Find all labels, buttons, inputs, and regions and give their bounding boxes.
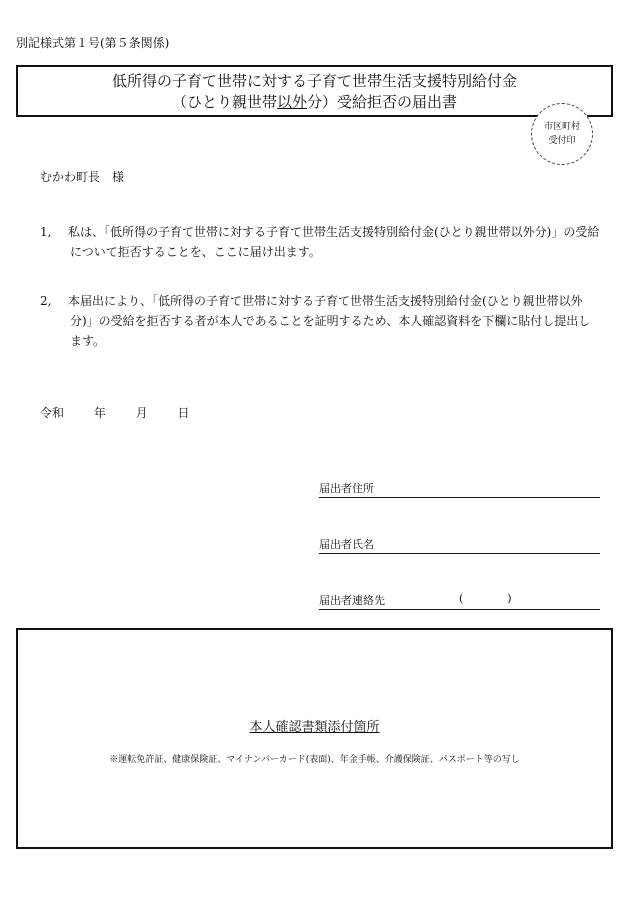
title-line-2-after: 分）受給拒否の届出書 [307, 93, 458, 111]
item-text: 私は、「低所得の子育て世帯に対する子育て世帯生活支援特別給付金(ひとり親世帯以外分)」の受給について拒否することを、ここに届け出ます。 [68, 225, 600, 259]
name-label: 届出者氏名 [319, 538, 374, 551]
stamp-line-2: 受付印 [548, 136, 576, 146]
addressee: むかわ町長 様 [40, 170, 125, 184]
date-line [40, 404, 216, 421]
date-month: 月 [135, 406, 148, 420]
open-paren: ( [459, 592, 464, 605]
contact-parentheses [459, 592, 512, 605]
id-document-attachment-area [16, 628, 613, 849]
date-day: 日 [177, 406, 190, 420]
form-number: 別記様式第１号(第５条関係) [16, 36, 170, 50]
item-number: 1, [40, 225, 52, 239]
date-year: 年 [93, 406, 106, 420]
address-label: 届出者住所 [319, 482, 374, 495]
statement-item-1 [40, 222, 600, 262]
attachment-note: ※運転免許証、健康保険証、マイナンバーカード(表面)、年金手帳、介護保険証、パスポート等の写し [109, 755, 520, 765]
title-line-2 [18, 92, 611, 113]
title-line-1: 低所得の子育て世帯に対する子育て世帯生活支援特別給付金 [111, 72, 517, 90]
attachment-title: 本人確認書類添付箇所 [249, 720, 380, 735]
contact-field[interactable] [319, 592, 600, 610]
date-era: 令和 [40, 406, 65, 420]
contact-label: 届出者連絡先 [319, 594, 385, 607]
address-field[interactable] [319, 480, 600, 498]
stamp-line-1: 市区町村 [543, 122, 580, 132]
close-paren: ) [507, 592, 512, 605]
item-number: 2, [40, 294, 52, 308]
statement-item-2 [40, 291, 600, 351]
title-line-2-before: （ひとり親世帯 [171, 93, 277, 111]
document-title-box [16, 65, 613, 117]
name-field[interactable] [319, 536, 600, 554]
item-text: 本届出により、「低所得の子育て世帯に対する子育て世帯生活支援特別給付金(ひとり親世帯以外分)」の受給を拒否する者が本人であることを証明するため、本人確認資料を下欄に貼付し提出します。 [68, 294, 591, 348]
reception-stamp-area [531, 103, 593, 165]
title-underlined-word: 以外 [276, 93, 307, 111]
